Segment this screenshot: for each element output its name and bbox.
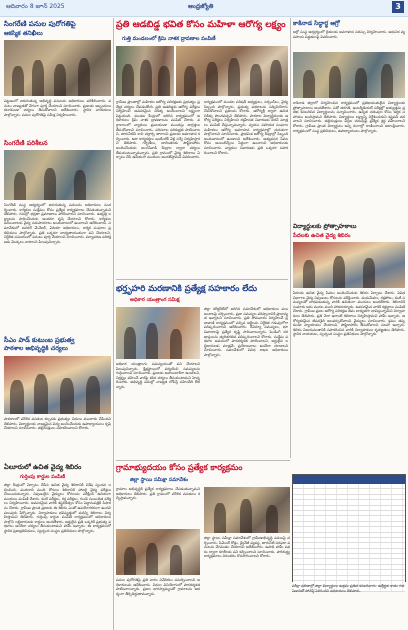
right-article-text-2: పేదలకు ఉచిత వైద్య సేవలు అందించేందుకు శిబిరం ఏర్పాటు చేశారు. వివిధ విభాగాల వైద్య నిపుణులు రోగులను పరీక్షించారు. మధుమేహం, రక్తపోటు, కంటి సమస్యలతో బాధపడుతున్న వారికి ఉచితంగా మందులు అందజేశారు. శిబిరానికి సుమారు ఐదు వందల మంది హాజరయ్యారు. అవసరమైన వారికి కళ్లద్దాలు పంపిణీ చేశారు. గ్రామీణ ప్రజల ఆరోగ్య పరిరక్షణ తమ బాధ్యతగా భావిస్తున్నామని నిర్వాహకులు తెలిపారు. ప్రతి నెలా ఇలాంటి శిబిరాలు నిర్వహిస్తామని హామీ ఇచ్చారు. ఆరోగ్యకరమైన జీవనశైలి అలవర్చుకోవాలని వైద్యులు సూచించారు. క్రమం తప్పకుండా వ్యాయామం చేయాలని, పౌష్టికాహారం తీసుకోవాలని సలహా ఇచ్చారు. శిబిరం విజయవంతానికి సహకరించిన వారికి నిర్వాహకులు కృతజ్ఞతలు తెలిపారు. స్థానిక నాయకులు, స్వచ్ఛంద సంస్థల ప్రతినిధులు పాల్గొన్నారు.: [293, 291, 405, 337]
main-photo-1: [116, 46, 174, 96]
bottom-subhead: జిల్లా స్థాయి సమీక్షా సమావేశం: [130, 477, 189, 483]
main-subhead: గుత్తి మండలంలో క్రిమి నాశక ద్రావణాల పంపిణీ: [122, 36, 216, 42]
main-article-col2: కార్యక్రమంలో మండల పరిషత్ అధ్యక్షులు, సర్పంచ్‌లు, వైద్య సిబ్బంది పాల్గొన్నారు. ప్రభుత్వ పథకాలను సద్వినియోగం చేసుకోవాలని ప్రజలను కోరారు. ఆరోగ్యశ్రీ ద్వారా ఉచిత చికిత్స పొందవచ్చని తెలిపారు. పాఠశాల విద్యార్థినులకు ఆరోగ్య పరీక్షలు నిర్వహించి రక్తహీనత నివారణకు ఐరన్ మాత్రలు పంపిణీ చేస్తున్నామన్నారు. స్వయం సహాయక సంఘాల మహిళలు ఆరోగ్య అవగాహన కార్యక్రమాల్లో చురుకుగా పాల్గొనాలని సూచించారు. ప్రాథమిక ఆరోగ్య కేంద్రాల్లో సిబ్బంది అందుబాటులో ఉండాలని ఆదేశించారు. అత్యవసర సేవల కోసం అంబులెన్స్‌లు సిద్ధంగా ఉంచాలని అధికారులకు సూచించారు. వ్యాధుల నివారణకు ప్రతి ఒక్కరూ సహకరించాలని కోరారు.: [204, 100, 288, 155]
left-article-text: పట్టణంలో జరుగుతున్న అభివృద్ధి పనులను అధికారులు పరిశీలించారు. పనులు నాణ్యతతో వేగంగా పూర్తి చేయాలని సూచించారు. ప్రజలకు ఇబ్బందులు కలగకుండా చర్యలు తీసుకోవాలని ఆదేశించారు. స్థానిక నాయకులు పాల్గొన్నారు. పనుల పురోగతిపై సమీక్ష నిర్వహించారు.: [4, 99, 111, 117]
right-headline-2: విద్యార్థులకు ప్రోత్సాహకాలు: [293, 223, 357, 230]
right-headline-2-sub: పేదలకు ఉచిత వైద్య శిబిరం: [293, 233, 351, 239]
bottom-left-subhead: గుర్తింపు కార్డుల పంపిణీ: [20, 474, 65, 480]
left-article-text-3: పాఠశాలలో మౌలిక వసతుల కల్పనకు ప్రభుత్వం నిధులు మంజూరు చేసిందని తెలిపారు. విద్యార్థులకు నాణ్యమైన విద్య అందించేందుకు ఉపాధ్యాయులు కృషి చేయాలని సూచించారు. తల్లిదండ్రులు సహకరించాలని కోరారు.: [4, 417, 111, 431]
right-bottom-text: పరీక్షా ఫలితాల్లో జిల్లా విద్యార్థులు ఉత్తమ ప్రతిభ కనబరిచారు. ఉత్తీర్ణత శాతం గత ఏడాదితో పోలిస్తే పెరిగిందని అధికారులు తెలిపారు.: [292, 584, 404, 593]
second-article-col2: జిల్లా కలెక్టరేట్‌లో జరిగిన సమావేశంలో అధికారులు పలు అంశాలపై చర్చించారు. ప్రజా సమస్యల పరిష్కారానికి ప్రాధాన్యత ఇవ్వాలని సూచించారు. ప్రతి సోమవారం నిర్వహించే ప్రజావాణి కార్యక్రమంలో వచ్చిన అర్జీలను నిర్దేశిత గడువులోగా పరిష్కరించాలని ఆదేశించారు. రెవెన్యూ సమస్యలు, భూ వివాదాలపై ప్రత్యేక దృష్టి సారించాలన్నారు. పెండింగ్ దరఖాస్తులను త్వరితగతిన పరిష్కరించాలని కోరారు. సంక్షేమ పథకాల అమలులో పారదర్శకత పాటించాలని, అర్హులైన లబ్ధిదారులకు మాత్రమే ప్రయోజనాలు అందేలా చూడాలని సూచించారు. సమావేశంలో వివిధ శాఖల అధికారులు పాల్గొన్నారు.: [204, 307, 288, 357]
left-headline: సింగరేణి పనుల పురోగతిపై: [4, 20, 76, 28]
left-headline-2: సింగరేణి పరిశీలన: [4, 139, 48, 147]
right-headline: కాకినాడ సిద్ధార్థ ఆగ్రో: [293, 20, 340, 27]
main-article-col1: గ్రామీణ ప్రాంతాల్లో మహిళల ఆరోగ్య పరిరక్షణకు ప్రభుత్వం ప్రత్యేక చర్యలు చేపడుతోంది. ప్రతి ఆడబిడ్డకు ఆరోగ్య పరీక్షలు నిర్వహించి అవసరమైన చికిత్స అందించాలని లక్ష్యంగా పెట్టుకుంది. మండల కేంద్రంలో జరిగిన కార్యక్రమంలో అధికారులు క్రిమి నాశక ద్రావణాలను పంపిణీ చేశారు. వర్షాకాలంలో వ్యాధులు ప్రబలకుండా ముందస్తు జాగ్రత్తలు తీసుకోవాలని సూచించారు. పరిసరాల పరిశుభ్రత పాటించాలని, తాగునీటిని కాచి చల్లార్చి తాగాలని ప్రజలకు అవగాహన కల్పించారు. ఆశా కార్యకర్తలు ఇంటింటికీ వెళ్లి సర్వే నిర్వహిస్తారని తెలిపారు. గర్భిణీలు, బాలింతలకు పౌష్టికాహారం అందించేందుకు అంగన్‌వాడీ కేంద్రాల ద్వారా చర్యలు తీసుకుంటున్నామన్నారు. ప్రతి గ్రామంలో వైద్య శిబిరాలు ఏర్పాటు చేసి ఉచితంగా మందులు అందజేస్తామని వివరించారు.: [116, 100, 200, 160]
main-photo-2: [176, 46, 288, 96]
bottom-left-headline: ఏలూరులో ఉచిత వైద్య శిబిరం: [4, 463, 82, 471]
left-headline-3-sub: పాఠశాల అభివృద్ధికి చర్యలు: [4, 345, 68, 352]
page-header-strip: [0, 0, 408, 17]
results-table: [292, 474, 406, 582]
bottom-article-col2: జిల్లా స్థాయి సమీక్షా సమావేశంలో గ్రామీణాభివృద్ధి పనులపై చర్చించారు. సిమెంట్ రోడ్లు, డ్రైనేజీ వ్యవస్థ, తాగునీటి సరఫరా పనులను వేగవంతం చేయాలని ఆదేశించారు. ఉపాధి హామీ పథకం ద్వారా కూలీలకు పని కల్పించాలని సూచించారు. పారిశుద్ధ్య కార్యక్రమాలు నిరంతరం కొనసాగించాలని కోరారు.: [204, 536, 290, 559]
column-rule: [113, 18, 114, 630]
section-rule: [116, 279, 288, 280]
bottom-photo-2: [204, 487, 290, 533]
bottom-left-text: జిల్లా కేంద్రంలో ఏర్పాటు చేసిన ఉచిత వైద్య శిబిరానికి విశేష స్పందన లభించింది. వందలాది మంది రోగులు శిబిరానికి హాజరై వైద్య పరీక్షలు చేయించుకున్నారు. నిపుణులైన వైద్యులు రోగులను పరీక్షించి ఉచితంగా మందులు పంపిణీ చేశారు. కంటి పరీక్షలు, రక్త పరీక్షలు, గుండె సంబంధిత పరీక్షలు నిర్వహించారు. అవసరమైన వారికి శస్త్రచికిత్సల కోసం పెద్దాసుపత్రికి సిఫారసు చేశారు. గ్రామీణ ప్రాంత ప్రజలకు ఈ శిబిరం ఎంతో ఉపయోగకరంగా ఉందని పలువురు పేర్కొన్నారు. నిర్వాహకులు భవిష్యత్తులో మరిన్ని శిబిరాలు నిర్వహిస్తామని తెలిపారు. గుర్తింపు కార్డుల పంపిణీ కార్యక్రమంలో అధికారులు పాల్గొని లబ్ధిదారులకు కార్డులు అందజేశారు. అర్హులైన ప్రతి ఒక్కరికీ ప్రభుత్వ పథకాలు అందేలా చర్యలు తీసుకుంటామని హామీ ఇచ్చారు. ఈ కార్యక్రమంలో స్థానిక ప్రజాప్రతినిధులు, స్వచ్ఛంద సంస్థల ప్రతినిధులు పాల్గొన్నారు.: [4, 483, 111, 533]
left-headline-sub: ఆకస్మిక తనిఖీలు: [4, 30, 43, 37]
second-photo: [116, 307, 200, 359]
right-intro-text: ఆగ్రో సంస్థ ఆధ్వర్యంలో రైతులకు అవగాహన సదస్సు నిర్వహించారు. ఆధునిక వ్యవసాయ పద్ధతులపై వివరించారు.: [293, 30, 405, 39]
bottom-photo-1: [116, 529, 200, 575]
section-rule: [116, 460, 290, 461]
left-photo-3: [4, 356, 111, 414]
table-header: [293, 475, 405, 484]
left-photo-2: [4, 150, 111, 200]
second-article-col1: అధికార యంత్రాంగం సమన్వయంతో పని చేయాలని పిలుపునిచ్చారు. క్షేత్రస్థాయిలో పర్యటించి సమస్యలను గుర్తించాలని సూచించారు. ప్రజలకు జవాబుదారీగా ఉండాలని, నిర్లక్ష్యం వహించే వారిపై కఠిన చర్యలు తీసుకుంటామని హెచ్చరించారు. అభివృద్ధి పనుల్లో నాణ్యత లోపిస్తే సహించేది లేదన్నారు.: [116, 362, 200, 389]
second-subhead: అధికార యంత్రాంగ సమీక్ష: [130, 297, 180, 303]
second-headline: భర్తృహరి మరణానికి ప్రత్యేక్ష సహకారం లేదు: [116, 283, 257, 293]
left-headline-3: సీఎం పాడ్ కుటుంబ ప్రభుత్వ: [4, 336, 75, 344]
bottom-article-col1: పనుల పురోగతిపై ప్రతి వారం నివేదికలు సమర్పించాలని అధికారులను ఆదేశించారు. నిధుల వినియోగంలో పారదర్శకత పాటించాలన్నారు. ప్రజల భాగస్వామ్యంతో గ్రామాలను ఆదర్శంగా తీర్చిదిద్దుతామన్నారు.: [116, 578, 200, 596]
bottom-article-intro: గ్రామాల అభివృద్ధికి ప్రత్యేక కార్యక్రమాలు చేపడుతున్నామని అధికారులు తెలిపారు. ప్రతి గ్రామంలో మౌలిక వసతులు కల్పిస్తామన్నారు.: [116, 487, 200, 501]
right-article-text: కాకినాడ జిల్లాలో నిర్వహించిన కార్యక్రమంలో ప్రతిభావంతులైన విద్యార్థులకు ప్రోత్సాహకాలు అందజేశారు. పదో తరగతి, ఇంటర్మీడియట్ పరీక్షల్లో అత్యుత్తమ ప్రతిభ కనబరిచిన విద్యార్థులను సన్మానించారు. ఉన్నత చదువుల కోసం ఆర్థిక సహాయం అందిస్తామని తెలిపారు. విద్యార్థులు లక్ష్యాన్ని నిర్దేశించుకుని కష్టపడి చదవాలని సూచించారు. తల్లిదండ్రులు పిల్లల చదువుపై ప్రత్యేక శ్రద్ధ వహించాలని కోరారు. గ్రామీణ ప్రాంత విద్యార్థులు అన్ని రంగాల్లో రాణించాలని ఆకాంక్షించారు. కార్యక్రమంలో సంస్థ ప్రతినిధులు, ఉపాధ్యాయులు పాల్గొన్నారు.: [293, 101, 405, 133]
paper-name: ఆంధ్రజ్యోతి: [188, 3, 214, 10]
left-photo-1: [4, 40, 111, 96]
page-number: 3: [392, 1, 404, 13]
right-photo-1: [293, 52, 405, 98]
right-photo-2: [293, 242, 405, 288]
main-headline: ప్రతి ఆడబిడ్డ భవిత కోసం మహిళా ఆరోగ్య లక్ష్యం: [116, 20, 286, 30]
edition-date: ఆదివారం 8 జూన్ 2025: [6, 3, 65, 10]
left-article-text-2: సింగరేణి సంస్థ ఆధ్వర్యంలో జరుగుతున్న పనులను అధికారులు సందర్శించారు. కార్మికుల సంక్షేమం కోసం ప్రత్యేక కార్యక్రమాలు చేపడుతున్నామని తెలిపారు. గనుల్లో భద్రతా ప్రమాణాలు పాటించాలని సూచించారు. ఉత్పత్తి లక్ష్యాలను సాధించేందుకు అందరూ కృషి చేయాలని కోరారు. కార్మికుల కుటుంబాలకు వైద్య సదుపాయాలు అందుబాటులో ఉంచాలని ఆదేశించారు. సమావేశంలో జనరల్ మేనేజర్, ఏరియా అధికారులు, కార్మిక సంఘాల ప్రతినిధులు పాల్గొన్నారు. ప్రతి ఒక్కరూ బాధ్యతాయుతంగా పని చేయాలని, నిర్దేశిత సమయంలో పనులు పూర్తి చేయాలని సూచించారు. పర్యావరణ పరిరక్షణకు మొక్కలు నాటాలని పిలుపునిచ్చారు.: [4, 203, 111, 244]
bottom-headline: గ్రామాభ్యుదయం కోసం ప్రత్యేక కార్యక్రమం: [116, 463, 243, 472]
column-rule: [290, 18, 291, 458]
